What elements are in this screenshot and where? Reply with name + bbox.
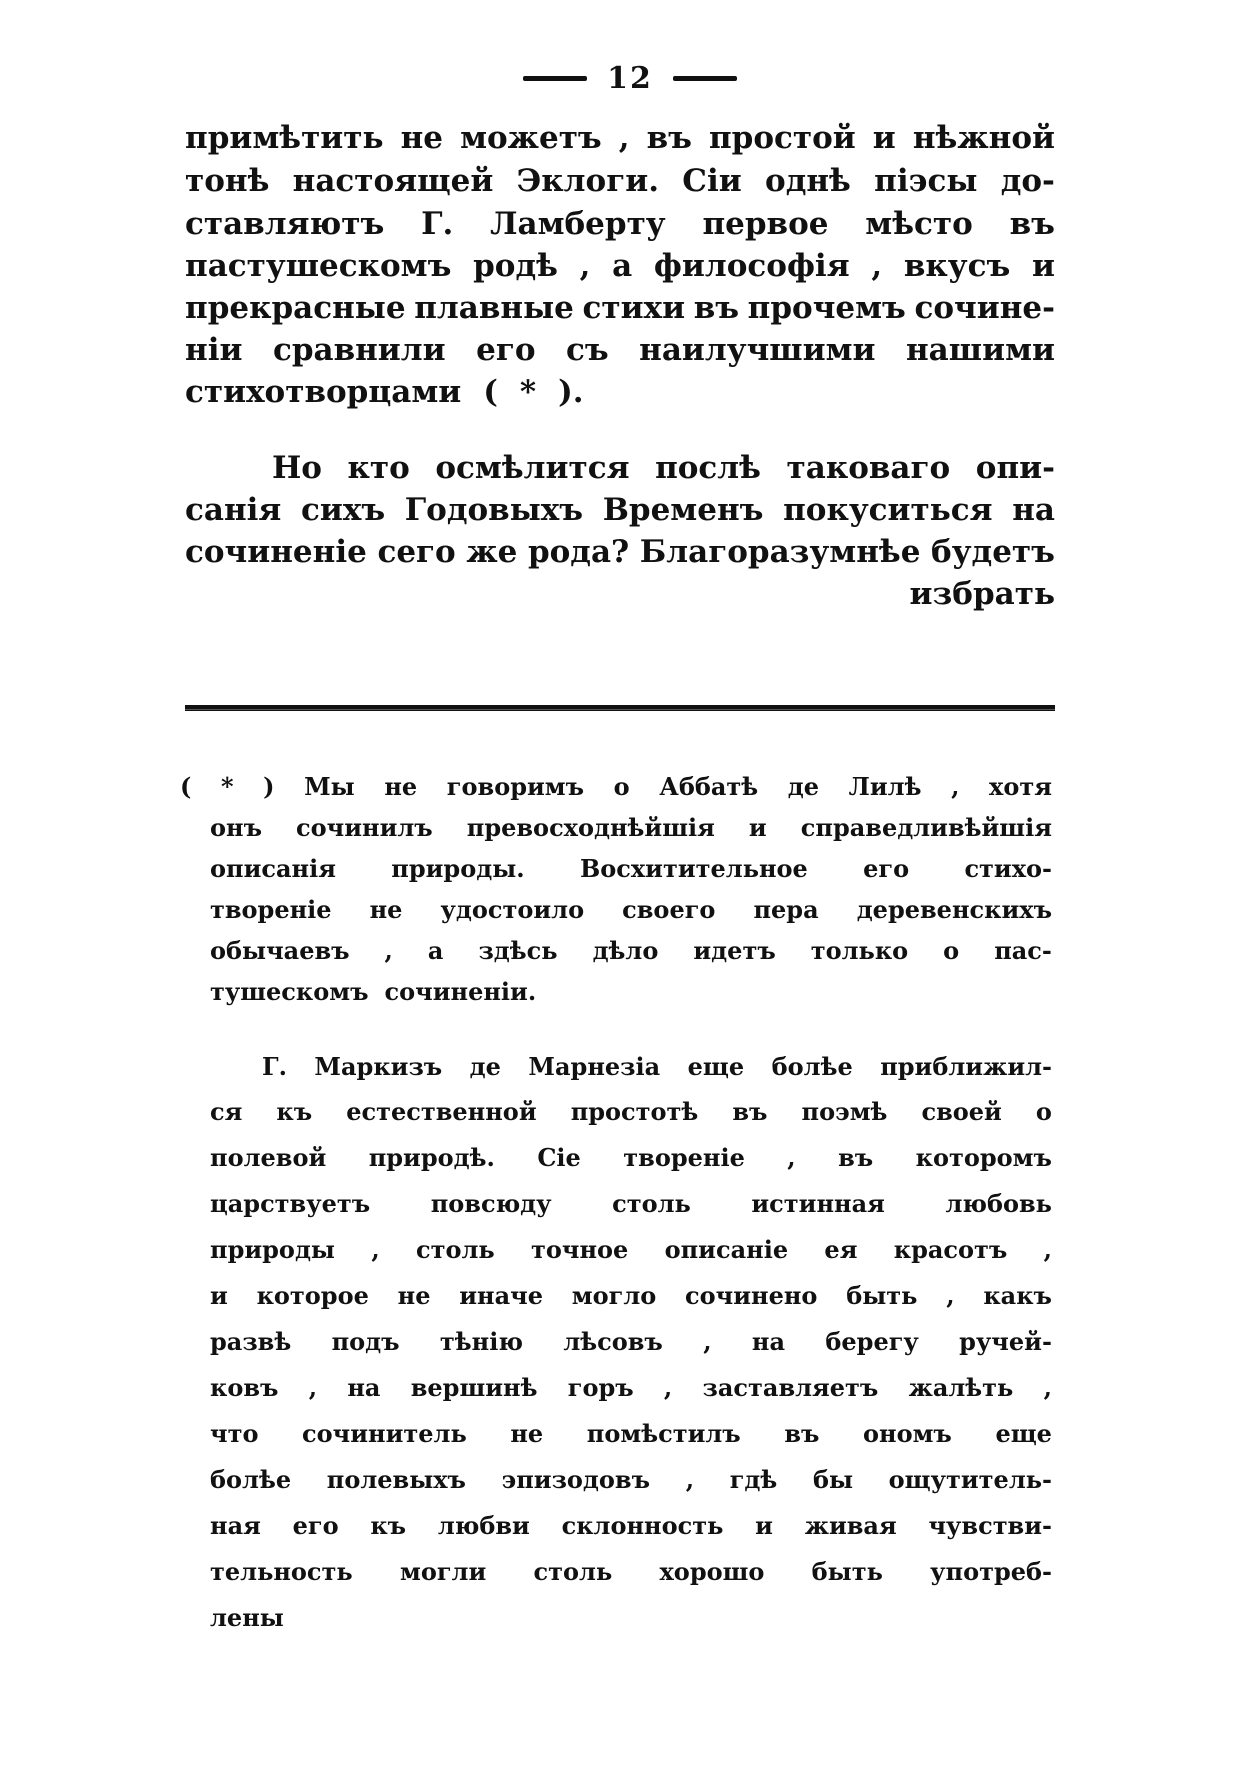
- word: стихо-: [964, 854, 1052, 883]
- footnote-line: [210, 970, 1052, 1014]
- footnote-line: [262, 1045, 1052, 1089]
- word: въ: [732, 1097, 768, 1126]
- word: покуситься: [783, 492, 993, 528]
- word: ,: [663, 1373, 673, 1402]
- word: же: [466, 534, 518, 570]
- word: чувстви-: [928, 1511, 1052, 1540]
- main-line: [185, 367, 1055, 417]
- footnote-line: [210, 1412, 1052, 1456]
- word: говоримъ: [446, 772, 585, 801]
- word: которомъ: [915, 1143, 1052, 1172]
- word: тонѣ: [185, 163, 270, 199]
- word: столь: [533, 1557, 613, 1586]
- word: которое: [256, 1281, 369, 1310]
- word: о: [943, 936, 960, 965]
- word: идетъ: [693, 936, 776, 965]
- word: описаніе: [664, 1235, 789, 1264]
- word: еще: [995, 1419, 1052, 1448]
- word: поэмѣ: [801, 1097, 888, 1126]
- word: точное: [531, 1235, 629, 1264]
- word: жалѣть: [908, 1373, 1014, 1402]
- word: ся: [210, 1097, 243, 1126]
- word: и: [210, 1281, 228, 1310]
- word: повсюду: [430, 1189, 552, 1218]
- word: санія: [185, 492, 282, 528]
- word: Сіе: [537, 1143, 581, 1172]
- footnote-line: [210, 1504, 1052, 1548]
- word: сочинено: [685, 1281, 818, 1310]
- word: пера: [753, 895, 819, 924]
- word: ,: [951, 772, 960, 801]
- word: ономъ: [863, 1419, 952, 1448]
- word: Эклоги.: [516, 163, 660, 199]
- word: Годовыхъ: [404, 492, 584, 528]
- word: не: [369, 895, 403, 924]
- word: *: [220, 772, 234, 801]
- word: эпизодовъ: [501, 1465, 651, 1494]
- word: описанія: [210, 854, 336, 883]
- word: помѣстилъ: [586, 1419, 741, 1448]
- word: столь: [612, 1189, 691, 1218]
- word: можетъ: [460, 120, 602, 156]
- word: не: [397, 1281, 431, 1310]
- word: плавные: [414, 290, 574, 326]
- word: красотъ: [893, 1235, 1008, 1264]
- word: обычаевъ: [210, 936, 350, 965]
- word: примѣтить: [185, 120, 384, 156]
- word: сего: [377, 534, 456, 570]
- word: кто: [347, 450, 410, 486]
- word: лѣсовъ: [563, 1327, 663, 1356]
- word: столь: [415, 1235, 495, 1264]
- word: ,: [787, 1143, 796, 1172]
- word: сочиненіе: [185, 534, 367, 570]
- word: подъ: [331, 1327, 400, 1356]
- word: на: [751, 1327, 786, 1356]
- word: сихъ: [300, 492, 386, 528]
- word: лены: [210, 1603, 284, 1632]
- word: природѣ.: [368, 1143, 495, 1172]
- word: въ: [693, 290, 740, 326]
- footnote-line: [210, 929, 1052, 973]
- word: берегу: [825, 1327, 919, 1356]
- word: сочинилъ: [296, 813, 433, 842]
- word: гдѣ: [729, 1465, 778, 1494]
- word: Маркизъ: [314, 1052, 443, 1081]
- word: заставляетъ: [702, 1373, 879, 1402]
- word: *: [519, 374, 537, 410]
- footnote-line: [210, 1320, 1052, 1364]
- footnote-line: [180, 765, 1052, 809]
- word: де: [469, 1052, 501, 1081]
- word: о: [1035, 1097, 1052, 1126]
- footnote-line: [210, 1228, 1052, 1272]
- word: сочинитель: [302, 1419, 467, 1448]
- word: Ламберту: [490, 206, 666, 242]
- word: ная: [210, 1511, 261, 1540]
- word: будетъ: [931, 534, 1055, 570]
- word: наилучшими: [639, 332, 876, 368]
- word: могли: [399, 1557, 487, 1586]
- word: въ: [784, 1419, 820, 1448]
- word: настоящей: [292, 163, 494, 199]
- header-dash-right: [673, 76, 737, 81]
- page-header: [500, 58, 760, 98]
- word: прекрасные: [185, 290, 406, 326]
- word: Г.: [421, 206, 454, 242]
- word: Восхитительное: [579, 854, 808, 883]
- word: нѣжной: [912, 120, 1055, 156]
- word: Мы: [304, 772, 355, 801]
- word: на: [347, 1373, 381, 1402]
- word: не: [510, 1419, 544, 1448]
- footnote-line: [210, 1458, 1052, 1502]
- word: ,: [618, 120, 630, 156]
- word: употреб-: [930, 1557, 1052, 1586]
- word: Г.: [262, 1052, 287, 1081]
- word: хорошо: [659, 1557, 765, 1586]
- header-dash-left: [523, 76, 587, 81]
- word: истинная: [751, 1189, 885, 1218]
- word: любви: [437, 1511, 530, 1540]
- word: тушескомъ: [210, 977, 369, 1006]
- word: о: [613, 772, 630, 801]
- word: и: [1031, 248, 1055, 284]
- word: твореніе: [623, 1143, 745, 1172]
- word: живая: [804, 1511, 897, 1540]
- word: могло: [571, 1281, 657, 1310]
- word: къ: [276, 1097, 313, 1126]
- word: и: [755, 1511, 773, 1540]
- footnote-line: [210, 1182, 1052, 1226]
- catchword: [185, 569, 1055, 619]
- word: родѣ: [473, 248, 558, 284]
- word: мѣсто: [865, 206, 973, 242]
- word: ея: [824, 1235, 858, 1264]
- word: бы: [812, 1465, 854, 1494]
- word: въ: [838, 1143, 874, 1172]
- word: нашими: [905, 332, 1055, 368]
- word: сочине-: [914, 290, 1055, 326]
- word: простой: [708, 120, 856, 156]
- footnote-line: [210, 888, 1052, 932]
- word: тельность: [210, 1557, 353, 1586]
- word: болѣе: [210, 1465, 292, 1494]
- word: ставляютъ: [185, 206, 385, 242]
- word: приближил-: [880, 1052, 1052, 1081]
- word: ніи: [185, 332, 243, 368]
- footnote-line: [210, 1274, 1052, 1318]
- word: ,: [384, 936, 393, 965]
- word: ,: [1043, 1235, 1052, 1264]
- word: горъ: [567, 1373, 634, 1402]
- word: онъ: [210, 813, 262, 842]
- word: своего: [622, 895, 716, 924]
- word: ,: [579, 248, 591, 284]
- word: въ: [1009, 206, 1055, 242]
- word: послѣ: [655, 450, 761, 486]
- word: царствуетъ: [210, 1189, 371, 1218]
- word: сравнили: [272, 332, 446, 368]
- word: въ: [646, 120, 692, 156]
- word: ковъ: [210, 1373, 279, 1402]
- word: Временъ: [602, 492, 764, 528]
- word: быть: [811, 1557, 883, 1586]
- word: къ: [370, 1511, 407, 1540]
- word: справедливѣйшія: [800, 813, 1052, 842]
- word: естественной: [346, 1097, 537, 1126]
- word: здѣсь: [478, 936, 558, 965]
- page-number: 12: [607, 60, 653, 96]
- word: Сіи: [682, 163, 742, 199]
- word: стихи: [582, 290, 686, 326]
- word: вкусъ: [903, 248, 1011, 284]
- footnote-line: [210, 806, 1052, 850]
- word: философія: [653, 248, 850, 284]
- word: не: [400, 120, 444, 156]
- word: и: [748, 813, 767, 842]
- word: рода?: [527, 534, 630, 570]
- word: превосходнѣйшія: [466, 813, 715, 842]
- word: таковаго: [786, 450, 951, 486]
- word: природы.: [391, 854, 525, 883]
- word: прочемъ: [747, 290, 906, 326]
- word: простотѣ: [570, 1097, 699, 1126]
- word: хотя: [989, 772, 1052, 801]
- word: деревенскихъ: [856, 895, 1052, 924]
- word: склонность: [561, 1511, 724, 1540]
- word: природы: [210, 1235, 335, 1264]
- word: избрать: [909, 576, 1055, 612]
- word: вершинѣ: [410, 1373, 538, 1402]
- word: удостоило: [440, 895, 585, 924]
- footnote-line: [210, 847, 1052, 891]
- word: стихотворцами: [185, 374, 462, 410]
- word: какъ: [983, 1281, 1052, 1310]
- word: до-: [1000, 163, 1055, 199]
- word: своей: [921, 1097, 1002, 1126]
- word: однѣ: [765, 163, 851, 199]
- word: ощутитель-: [888, 1465, 1052, 1494]
- word: ,: [1043, 1373, 1052, 1402]
- word: опи-: [975, 450, 1055, 486]
- word: еще: [687, 1052, 745, 1081]
- word: тѣнію: [439, 1327, 523, 1356]
- word: пастушескомъ: [185, 248, 452, 284]
- word: съ: [566, 332, 609, 368]
- footnote-line: [210, 1090, 1052, 1134]
- word: иначе: [459, 1281, 543, 1310]
- word: ,: [685, 1465, 695, 1494]
- word: де: [787, 772, 820, 801]
- word: развѣ: [210, 1327, 292, 1356]
- word: твореніе: [210, 895, 332, 924]
- word: любовь: [945, 1189, 1052, 1218]
- word: сочиненіи.: [384, 977, 537, 1006]
- word: его: [863, 854, 910, 883]
- word: пас-: [994, 936, 1052, 965]
- word: осмѣлится: [435, 450, 630, 486]
- word: быть: [846, 1281, 918, 1310]
- word: ,: [871, 248, 883, 284]
- word: ,: [703, 1327, 712, 1356]
- word: только: [810, 936, 909, 965]
- word: Лилѣ: [848, 772, 922, 801]
- word: и: [872, 120, 896, 156]
- word: болѣе: [771, 1052, 853, 1081]
- word: Благоразумнѣе: [639, 534, 921, 570]
- word: не: [384, 772, 418, 801]
- word: первое: [702, 206, 829, 242]
- word: Но: [272, 450, 322, 486]
- footnote-line: [210, 1136, 1052, 1180]
- footnote-line: [210, 1550, 1052, 1594]
- word: ,: [308, 1373, 318, 1402]
- word: ,: [946, 1281, 955, 1310]
- word: его: [476, 332, 536, 368]
- word: (: [180, 772, 192, 801]
- word: піэсы: [874, 163, 978, 199]
- word: а: [427, 936, 444, 965]
- word: Марнезіа: [528, 1052, 661, 1081]
- word: ,: [371, 1235, 380, 1264]
- word: а: [612, 248, 633, 284]
- word: дѣло: [592, 936, 659, 965]
- word: ): [263, 772, 275, 801]
- word: на: [1012, 492, 1055, 528]
- word: что: [210, 1419, 259, 1448]
- footnote-line: [210, 1596, 1052, 1640]
- word: Аббатѣ: [659, 772, 759, 801]
- word: ручей-: [959, 1327, 1052, 1356]
- word: его: [292, 1511, 339, 1540]
- footnote-separator: [185, 705, 1055, 711]
- word: полевыхъ: [326, 1465, 466, 1494]
- word: (: [483, 374, 498, 410]
- footnote-line: [210, 1366, 1052, 1410]
- word: ).: [558, 374, 584, 410]
- word: полевой: [210, 1143, 327, 1172]
